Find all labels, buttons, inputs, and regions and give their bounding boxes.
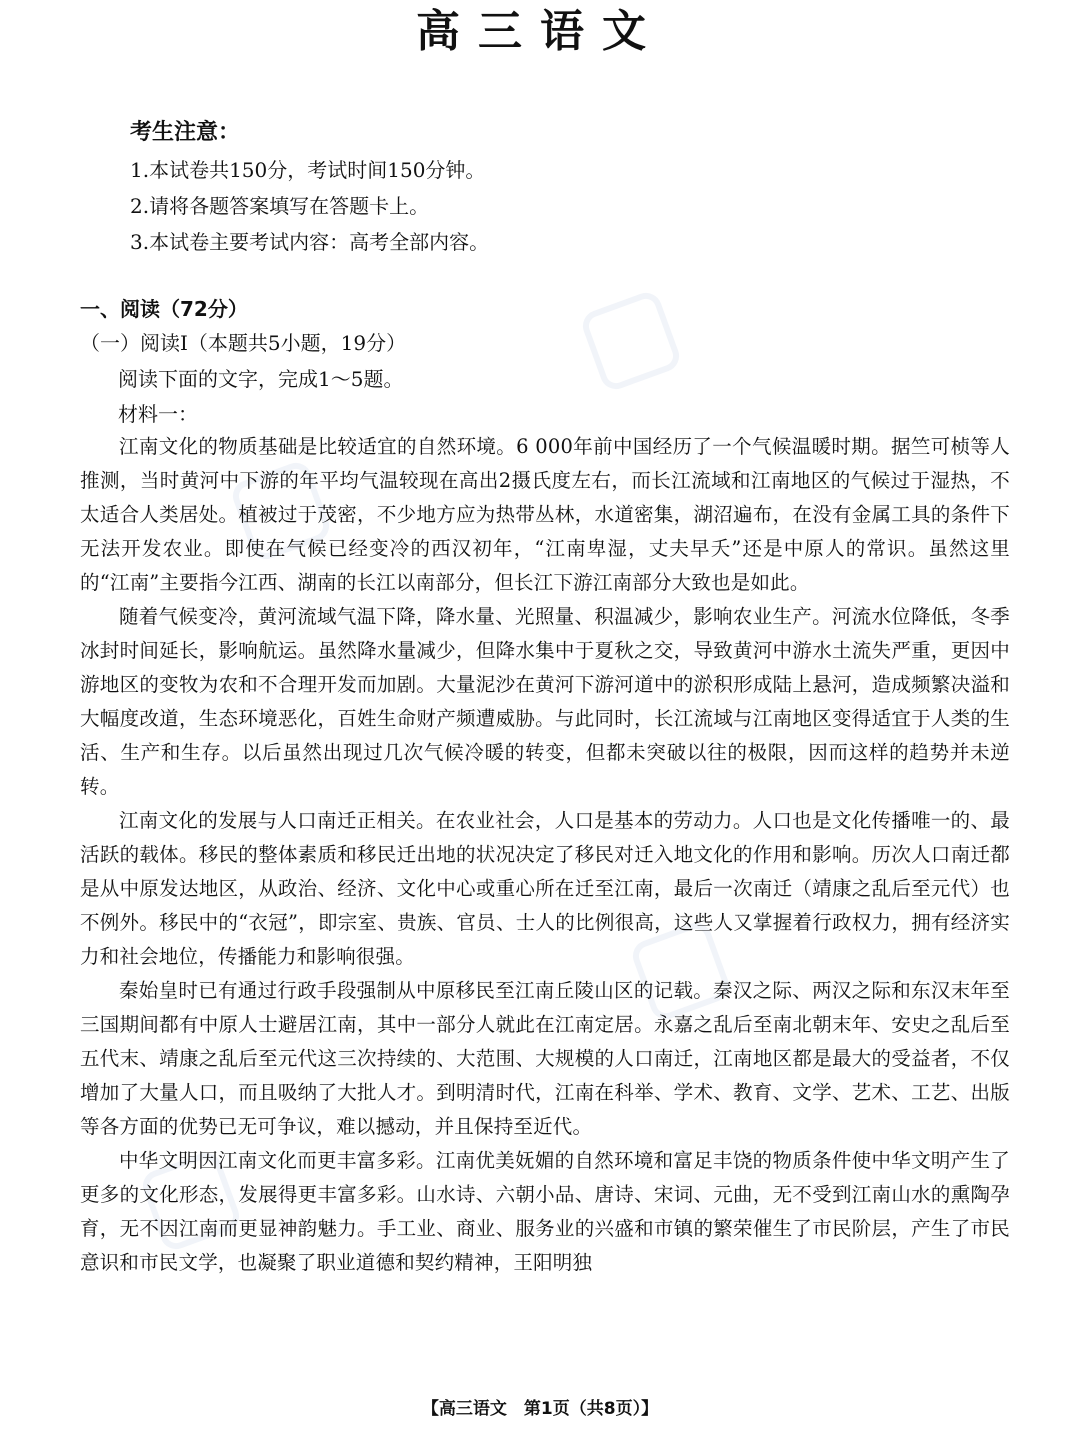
subsection-heading: （一）阅读Ⅰ（本题共5小题，19分） (80, 331, 407, 355)
passage-paragraph: 江南文化的物质基础是比较适宜的自然环境。6 000年前中国经历了一个气候温暖时期。据竺可桢等人推测，当时黄河中下游的年平均气温较现在高出2摄氏度左右，而长江流域和江南地区的气候过于湿热，不太适合人类居处。植被过于茂密，不少地方应为热带丛林，水道密集，湖沼遍布，在没有金属工具的条件下无法开发农业。即使在气候已经变冷的西汉初年，“江南卑湿，丈夫早夭”还是中原人的常识。虽然这里的“江南”主要指今江西、湖南的长江以南部分，但长江下游江南部分大致也是如此。 (80, 435, 1010, 594)
section-heading: 一、阅读（72分） (80, 297, 248, 321)
exam-notice (130, 116, 990, 260)
page-title: 高三语文 (416, 6, 664, 57)
page-footer: 【高三语文 第1页（共8页）】 (421, 1399, 659, 1419)
passage-paragraph: 随着气候变冷，黄河流域气温下降，降水量、光照量、积温减少，影响农业生产。河流水位降低，冬季冰封时间延长，影响航运。虽然降水量减少，但降水集中于夏秋之交，导致黄河中游水土流失严重，更因中游地区的变牧为农和不合理开发而加剧。大量泥沙在黄河下游河道中的淤积形成陆上悬河，造成频繁决溢和大幅度改道，生态环境恶化，百姓生命财产频遭威胁。与此同时，长江流域与江南地区变得适宜于人类的生活、生产和生存。以后虽然出现过几次气候冷暖的转变，但都未突破以往的极限，因而这样的趋势并未逆转。 (80, 605, 1010, 798)
reading-instruction: 阅读下面的文字，完成1～5题。 (118, 367, 404, 391)
notice-heading: 考生注意： (130, 120, 241, 145)
notice-item: 1.本试卷共150分，考试时间150分钟。 (130, 158, 486, 182)
passage-paragraph: 秦始皇时已有通过行政手段强制从中原移民至江南丘陵山区的记载。秦汉之际、两汉之际和东汉末年至三国期间都有中原人士避居江南，其中一部分人就此在江南定居。永嘉之乱后至南北朝末年、安史之乱后至五代末、靖康之乱后至元代这三次持续的、大范围、大规模的人口南迁，江南地区都是最大的受益者，不仅增加了大量人口，而且吸纳了大批人才。到明清时代，江南在科举、学术、教育、文学、艺术、工艺、出版等各方面的优势已无可争议，难以撼动，并且保持至近代。 (80, 979, 1010, 1138)
notice-item: 3.本试卷主要考试内容：高考全部内容。 (130, 230, 490, 254)
passage-paragraph: 江南文化的发展与人口南迁正相关。在农业社会，人口是基本的劳动力。人口也是文化传播唯一的、最活跃的载体。移民的整体素质和移民迁出地的状况决定了移民对迁入地文化的作用和影响。历次人口南迁都是从中原发达地区，从政治、经济、文化中心或重心所在迁至江南，最后一次南迁（靖康之乱后至元代）也不例外。移民中的“衣冠”，即宗室、贵族、官员、士人的比例很高，这些人又掌握着行政权力，拥有经济实力和社会地位，传播能力和影响很强。 (80, 809, 1010, 968)
notice-item: 2.请将各题答案填写在答题卡上。 (130, 194, 430, 218)
material-label: 材料一： (118, 402, 198, 426)
reading-passage (80, 430, 1010, 1280)
passage-paragraph: 中华文明因江南文化而更丰富多彩。江南优美妩媚的自然环境和富足丰饶的物质条件使中华文明产生了更多的文化形态，发展得更丰富多彩。山水诗、六朝小品、唐诗、宋词、元曲，无不受到江南山水的熏陶孕育，无不因江南而更显神韵魅力。手工业、商业、服务业的兴盛和市镇的繁荣催生了市民阶层，产生了市民意识和市民文学，也凝聚了职业道德和契约精神，王阳明独 (80, 1149, 1010, 1274)
